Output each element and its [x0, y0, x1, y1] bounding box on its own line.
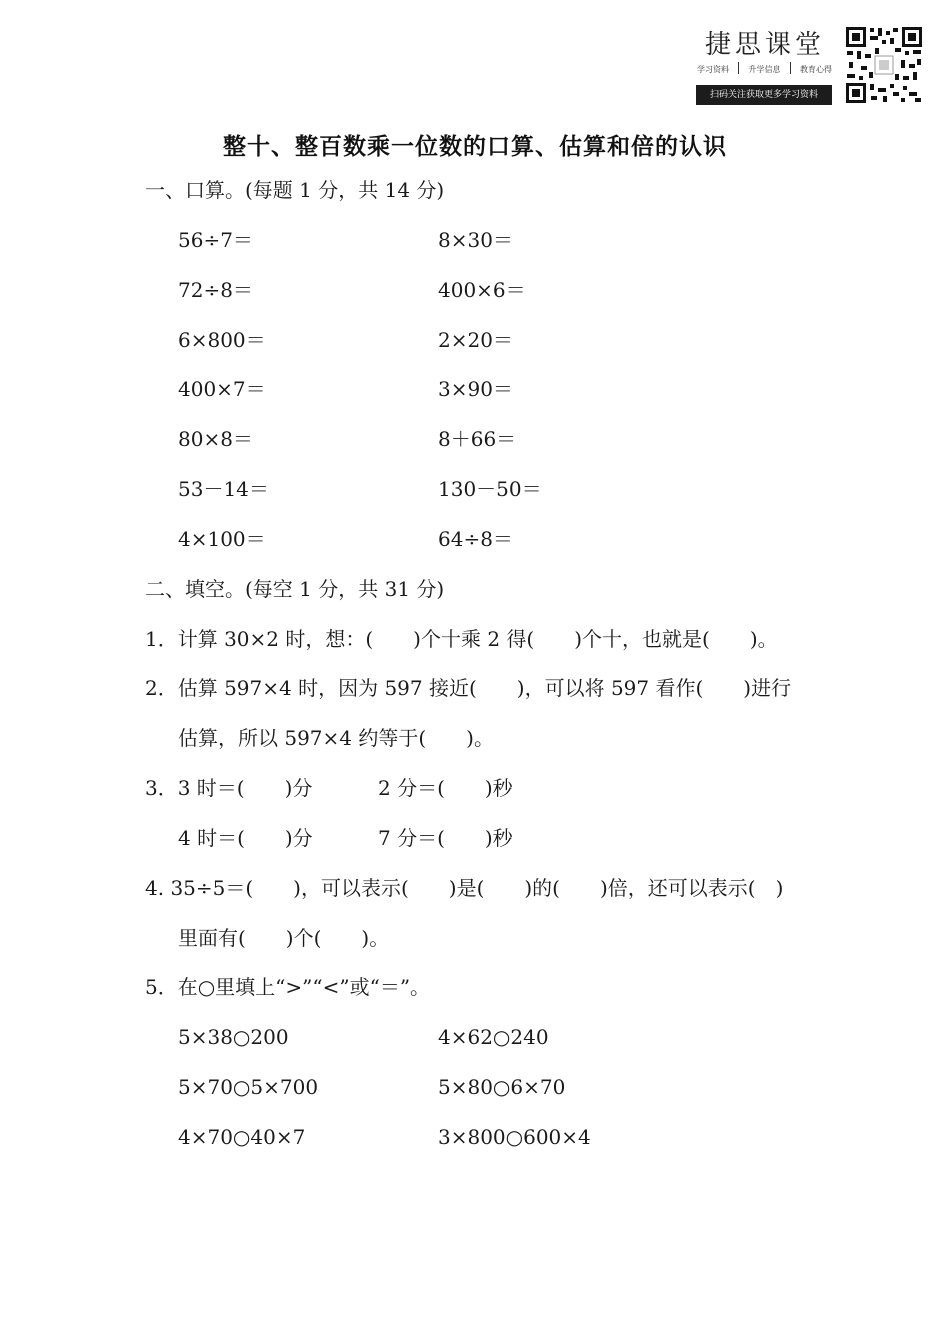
calc-item: 400×7＝ [178, 377, 266, 401]
scan-banner: 扫码关注获取更多学习资料 [696, 85, 832, 105]
question-3-item: 2 分＝( )秒 [378, 776, 513, 800]
calc-item: 6×800＝ [178, 328, 266, 352]
question-1: 1．计算 30×2 时，想：( )个十乘 2 得( )个十，也就是( )。 [145, 627, 778, 651]
compare-item: 5×70○5×700 [178, 1075, 319, 1099]
divider [738, 62, 739, 74]
calc-item: 8＋66＝ [438, 427, 517, 451]
calc-item: 56÷7＝ [178, 228, 253, 252]
section2-heading: 二、填空。(每空 1 分，共 31 分) [145, 577, 445, 601]
calc-item: 3×90＝ [438, 377, 513, 401]
compare-item: 5×80○6×70 [438, 1075, 566, 1099]
compare-item: 4×62○240 [438, 1025, 549, 1049]
calc-item: 64÷8＝ [438, 527, 513, 551]
sub-link-study-materials: 学习资料 [697, 65, 729, 74]
question-3-item: 7 分＝( )秒 [378, 826, 513, 850]
qr-code-icon [845, 26, 923, 104]
calc-item: 8×30＝ [438, 228, 513, 252]
section1-heading: 一、口算。(每题 1 分，共 14 分) [145, 178, 445, 202]
question-2-line1: 2．估算 597×4 时，因为 597 接近( )，可以将 597 看作( )进行 [145, 676, 792, 700]
compare-item: 3×800○600×4 [438, 1125, 591, 1149]
question-4-line2: 里面有( )个( )。 [178, 926, 390, 950]
compare-item: 5×38○200 [178, 1025, 289, 1049]
brand-name: 捷思课堂 [705, 30, 826, 60]
page-title: 整十、整百数乘一位数的口算、估算和倍的认识 [223, 134, 727, 160]
sub-link-education-tips: 教育心得 [800, 65, 832, 74]
calc-item: 4×100＝ [178, 527, 266, 551]
sub-link-admission-info: 升学信息 [748, 65, 781, 74]
compare-item: 4×70○40×7 [178, 1125, 306, 1149]
calc-item: 400×6＝ [438, 278, 526, 302]
calc-item: 80×8＝ [178, 427, 253, 451]
question-2-line2: 估算，所以 597×4 约等于( )。 [178, 726, 494, 750]
calc-item: 53－14＝ [178, 477, 269, 501]
divider [790, 62, 791, 74]
calc-item: 2×20＝ [438, 328, 513, 352]
question-4-line1: 4. 35÷5＝( )，可以表示( )是( )的( )倍，还可以表示( ) [145, 876, 784, 900]
brand-sub-links [697, 64, 832, 75]
calc-item: 72÷8＝ [178, 278, 253, 302]
question-5: 5．在○里填上“>”“<”或“＝”。 [145, 975, 431, 999]
question-3-item: 3．3 时＝( )分 [145, 776, 313, 800]
calc-item: 130－50＝ [438, 477, 542, 501]
question-3-item: 4 时＝( )分 [178, 826, 313, 850]
